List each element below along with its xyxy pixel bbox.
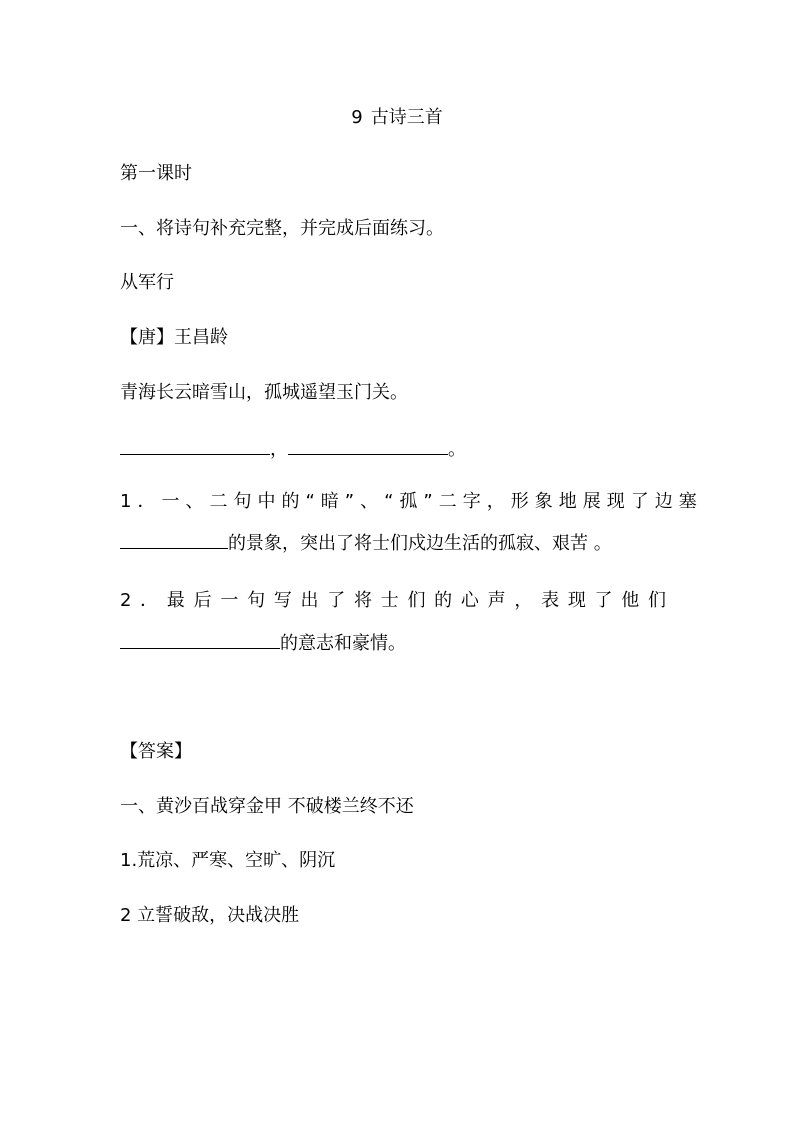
question-2-line-2 xyxy=(120,630,406,656)
blank-period: 。 xyxy=(448,439,466,460)
question-2-tail: 的意志和豪情。 xyxy=(280,633,406,654)
answer-line-3: 2 立誓破敌，决战决胜 xyxy=(120,905,300,926)
page-title xyxy=(0,106,794,130)
lesson-label: 第一课时 xyxy=(120,163,192,184)
fill-blank-1[interactable] xyxy=(120,436,270,455)
poem-line-1: 青海长云暗雪山，孤城遥望玉门关。 xyxy=(120,382,408,403)
question-1-tail: 的景象，突出了将士们戍边生活的孤寂、艰苦 。 xyxy=(228,533,612,554)
section-instruction: 一、将诗句补充完整，并完成后面练习。 xyxy=(120,218,444,239)
answer-line-2: 1.荒凉、严寒、空旷、阴沉 xyxy=(120,850,336,871)
title-number: 9 xyxy=(351,107,363,128)
blank-comma: ， xyxy=(270,439,288,460)
answer-header: 【答案】 xyxy=(120,741,192,762)
fill-blank-4[interactable] xyxy=(120,630,280,649)
poem-author: 【唐】王昌龄 xyxy=(120,327,228,348)
fill-blank-2[interactable] xyxy=(288,436,448,455)
question-1-line-2 xyxy=(120,530,612,556)
answer-line-1: 一、黄沙百战穿金甲 不破楼兰终不还 xyxy=(120,796,414,817)
poem-line-2-blanks xyxy=(120,436,466,462)
question-1-line-1: 1．一、二句中的“暗”、“孤”二字，形象地展现了边塞 xyxy=(120,491,703,512)
question-2-line-1: 2．最后一句写出了将士们的心声，表现了他们 xyxy=(120,590,672,611)
fill-blank-3[interactable] xyxy=(120,530,228,549)
poem-title: 从军行 xyxy=(120,272,174,293)
title-text: 古诗三首 xyxy=(370,107,443,128)
